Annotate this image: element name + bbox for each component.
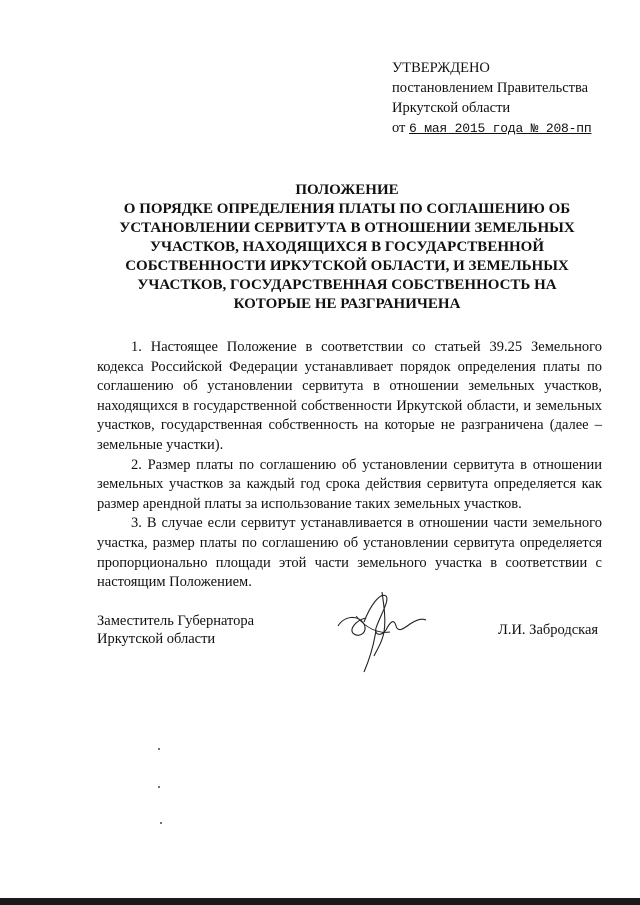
scan-speck <box>158 748 160 750</box>
approval-date-prefix: от <box>392 120 406 136</box>
document-title <box>92 181 602 314</box>
title-line: УЧАСТКОВ, НАХОДЯЩИХСЯ В ГОСУДАРСТВЕННОЙ <box>150 239 544 255</box>
signatory-name: Л.И. Забродская <box>498 622 599 638</box>
paragraph-2: 2. Размер платы по соглашению об установлении сервитута в отношении земельных участков за каждый год срока действия сервитута определяется как размер арендной платы за использование таких земельных участков. <box>97 456 602 512</box>
signatory-position-line1: Заместитель Губернатора <box>97 613 255 629</box>
signatory-position-line2: Иркутской области <box>97 631 216 647</box>
scan-bottom-edge <box>0 898 640 905</box>
scan-speck <box>160 822 162 824</box>
approval-decree: постановлением Правительства <box>392 80 589 96</box>
title-line: СОБСТВЕННОСТИ ИРКУТСКОЙ ОБЛАСТИ, И ЗЕМЕЛЬНЫХ <box>125 258 569 274</box>
approval-heading: УТВЕРЖДЕНО <box>392 60 490 76</box>
title-line: УСТАНОВЛЕНИИ СЕРВИТУТА В ОТНОШЕНИИ ЗЕМЕЛЬНЫХ <box>119 220 575 236</box>
title-line: КОТОРЫЕ НЕ РАЗГРАНИЧЕНА <box>233 296 461 312</box>
title-line: ПОЛОЖЕНИЕ <box>295 182 399 198</box>
handwritten-signature <box>330 586 440 676</box>
scan-speck <box>158 786 160 788</box>
signatory-position <box>97 612 254 648</box>
approval-date-line <box>392 118 632 139</box>
paragraph-1: 1. Настоящее Положение в соответствии со статьей 39.25 Земельного кодекса Российской Федерации устанавливает порядок определения платы по соглашению об установлении сервитута в отношении земельных участков, находящихся в государственной собственности Иркутской области, и земельных участков, государственная собственность на которые не разграничена (далее – земельные участки). <box>97 339 602 453</box>
title-line: О ПОРЯДКЕ ОПРЕДЕЛЕНИЯ ПЛАТЫ ПО СОГЛАШЕНИЮ ОБ <box>123 201 571 217</box>
document-body <box>97 338 602 593</box>
approval-date-value: 6 мая 2015 года № 208-пп <box>409 121 592 136</box>
approval-region: Иркутской области <box>392 100 511 116</box>
paragraph-3: 3. В случае если сервитут устанавливается в отношении части земельного участка, размер платы по соглашению об установлении сервитута определяется пропорционально площади этой части земельного участка в соответствии с настоящим Положением. <box>97 515 602 591</box>
title-line: УЧАСТКОВ, ГОСУДАРСТВЕННАЯ СОБСТВЕННОСТЬ НА <box>137 277 557 293</box>
approval-stamp <box>392 58 632 139</box>
